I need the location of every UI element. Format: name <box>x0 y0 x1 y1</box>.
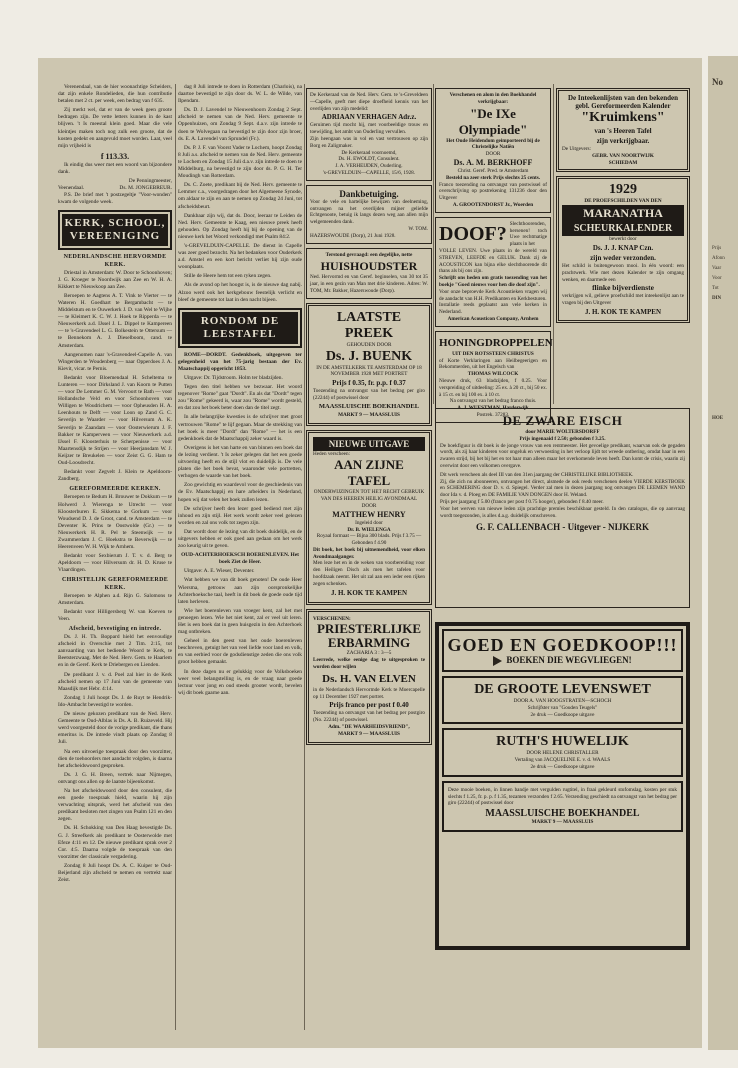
section-heading: GEREFORMEERDE KERKEN. <box>69 486 161 493</box>
ad-main-title: PRIESTERLIJKE ERBARMING <box>316 621 422 651</box>
ad-address: MARKT 9 — MAASSLUIS <box>338 730 400 737</box>
signature-name: Ds. M. JONGEBREUR. <box>119 185 172 192</box>
ad-shop: American Acousticon Company, Arnhem <box>447 315 539 322</box>
notice-text: Zijn heengaan was in vol en vast vertrouwen op zijn Borg en Zaligmaker. <box>310 135 428 149</box>
notice-signature: J. A. VERHEIJDEN, Ouderling. <box>335 163 403 170</box>
notice-place: 's-GREVELDUIN—CAPELLE, 15/6, 1928. <box>322 169 416 176</box>
section-banner <box>58 210 172 250</box>
edge-heading: No <box>712 77 723 87</box>
ad-lead: Verschenen en alom in den Boekhandel verkrijgbaar: <box>449 92 537 105</box>
paragraph: Na het afscheidswoord door den consulent, die een goede toespraak hield, waarin hij zijn verwachting uitsprak, werd het afscheid van den predikant besloten met zingen van Psalm 121 en den zegen. <box>58 787 172 823</box>
signature-role: De Penningmeester, <box>128 178 172 185</box>
paragraph: Wat hebben we van dit boek genoten! De oude Heer Wiersma, getrouw aan zijn oorspronkelijke Achterhoeksche taal, heeft in dit boek de goede oude tijd laten herleven. <box>178 577 302 605</box>
notice-place: HAZERSWOUDE (Dorp), 21 Juni 1928. <box>310 232 396 239</box>
ad-title: HONINGDROPPELEN <box>439 336 553 349</box>
notice-signature: W. TOM. <box>408 225 428 232</box>
notice-text: Geruimen tijd mocht hij, met voorbeeldige trouw en toewijding, het ambt van Ouderling vervullen. <box>310 122 428 136</box>
ad-sub: Het Oude Heidendom geimporteerd bij de Christelijke Natiën <box>446 137 540 151</box>
ad-text: Leerrede, welke eenige dag te uitgesproken te worden door wijlen <box>313 657 425 671</box>
ad-main-title: MARANATHA <box>562 205 684 221</box>
ad-title: LAATSTE PREEK <box>336 309 402 341</box>
ad-intro: Ingeleid door <box>355 519 383 526</box>
paragraph: Zij merkt wel, dat er van de week geen groote bedragen zijn. De vette letters kunnen in de kast blijven. 't Is meestal klein goed. Maar die vele kleintjes maken toch nog zulk een groote, dat de kosten gedekt en aangevuld moet worden. Laat, veel mijn vrijheid is <box>58 107 172 149</box>
ad-side-text: Slechthoorenden, hersenen! toch Uwe rechtmatige plaats in het <box>509 220 547 248</box>
column-rule <box>304 84 305 1030</box>
notice-text: De Kerkeraad voornoemd, <box>341 149 397 156</box>
ad-title: De Inteekenlijsten van den bekenden gebl. Gereformeerden Kalender <box>567 94 679 110</box>
paragraph: Overigens is het van harte en van binnen een boek dat de lezing verdient. 't Is zeker gelegen dat het een goede uitvoering heeft en de stijl vlot en duidelijk is. De vele platen die het boek bevat, waaronder vele portretten, verhogen de waarde van het boek. <box>178 444 302 480</box>
ad-door: DOOR <box>361 502 377 509</box>
column-4 <box>435 84 553 418</box>
arrow-icon <box>493 656 502 666</box>
ad-name: Ds. H. VAN ELVEN <box>322 672 416 685</box>
paragraph: Geheel in den geest van het oude boerenleven beschreven, getuigt het van veel liefde voor land en volk, en van eerbied voor de godsdienstige zeden die ons volk groot hebben gemaakt. <box>178 638 302 666</box>
paragraph: De nieuw gekozen predikant van de Ned. Herv. Gemeente te Oud-Alblas is Ds. A. B. Ruizeveld. Hij werd voorgesteld door de vorige predikant, die thans emeritus is. De intrede vindt plaats op Zondag 8 Juli. <box>58 711 172 746</box>
paragraph: Ds. H. Schokking van Den Haag bevestigde Ds. G. J. Streefkerk als predikant te Oosterwolde met Efeze 4:11 en 12. De nieuwe predikant sprak over 2 Cor. 4:5. Daarna volgde de toespraak van den voorzitter der classicale vergadering. <box>58 825 172 860</box>
paragraph: Ds. J. H. Th. Boppard hield het eenvoudige afscheid in Overschie met 2 Tim. 2:15, tot aanvaarding van het bediende Woord te Kerk, te Beetsterzwaag. Met de Ned. Herv. Gem. te Haarlem en in de Geref. Kerk te Driebergen en Lienden. <box>58 634 172 669</box>
paragraph: In deze dagen nu er gelukkig voor de Volksboeken weer veel belangstelling is, en de vraag naar goede lectuur voor jong en oud steeds grooter wordt, bevelen wij dit boek gaarne aan. <box>178 668 302 696</box>
ad-address: MARKT 9 — MAASSLUIS <box>338 411 400 418</box>
ad-lead: VERSCHENEN: <box>313 615 351 622</box>
ad-text: verkrijgen wil, gelieve proefschild met inteekenlijst aan te vragen bij den Uitgever <box>562 293 684 307</box>
ad-lead: Terstond gevraagd: een degelijke, nette <box>325 251 413 258</box>
olympiade-ad <box>435 88 551 213</box>
ad-shop: Adm. "DE WAARHEIDSVRIEND", <box>328 724 410 731</box>
section-heading: Afscheid, bevestiging en intrede. <box>68 626 162 632</box>
ad-ref: ZACHARIA 3 : 3—5 <box>346 650 392 657</box>
paragraph: Bedankt voor Sexbierum J. T. v. d. Berg te Apeldoorn — voor Hilversum dr. H. D. Kruse te Vlaardingen. <box>58 553 172 574</box>
ad-text: Deze mooie boeken, in linnen bandje met vergulden rugtitel, in fraai gekleurd stofomslag, kosten per stuk slechts f 1.25, fr. p. p. f 1.35, tezamen verzonden f 2.65. Verzending geschiedt na ontvangst van het bedrag per giro (22244) of postwissel door <box>448 786 677 807</box>
ad-text: in de Nederlandsch Hervormde Kerk te Moercapelle op 11 December 1927 met portret. <box>313 686 425 700</box>
ad-main-title: AAN ZIJNE TAFEL <box>334 457 404 489</box>
ad-sub: BOEKEN DIE WEGVLIEGEN! <box>506 655 632 665</box>
ad-shop: A. GROOTENDORST Jr., Woerden <box>452 201 534 208</box>
book-author-note: Schrijfster van "Gouden Teugels" <box>527 704 598 711</box>
notice-text: Voor de vele en hartelijke bewijzen van deelneming, ontvangen na het overlijden mijner geliefde Echtgenoote, betuig ik langs dezen weg aan allen mijn welgemeenden dank. <box>310 198 428 226</box>
ad-price: Prijs ingenaaid f 2.50; gebonden f 3.25. <box>519 435 606 442</box>
ad-shop: MAASSLUISCHE BOEKHANDEL <box>318 402 420 410</box>
book-panel <box>442 728 683 776</box>
new-edition-ad <box>306 430 432 605</box>
column-rule <box>553 84 554 404</box>
ad-text: VOLLE LEVEN. Uwe plaats in de wereld van STREVEN, LEEFDE en GELUK. Dank zij de ACOUSTICON kan bijna elke slechthoorende dit thans als bij ons zijn. <box>439 247 547 275</box>
paragraph: Stille de Heere hem tot een ryken zegen. <box>184 273 272 280</box>
section-banner-title: KERK, SCHOOL, VEREENIGING <box>62 214 168 246</box>
zware-eisch-ad <box>435 408 690 608</box>
paragraph: dag 8 Juli intrede te doen in Rotterdam (Charlois), na daartoe bevestigd te zijn door ds. W. L. de Wilde, van Ilpendam. <box>178 84 302 105</box>
ad-text: Zij, die zich nu abonneeren, ontvangen het direct, alsmede de ook reeds verschenen deelen VIERDE KERSTBOEK en SCHEMERING door D. v. d. Spiegel. Verder zal men in dezen jaargang nog ontvangen DE LEEMEN WAND door Ida v. d. Ploeg en DE FAMILIE VAN DONGEN door H. Weland. <box>440 478 685 499</box>
book-title: DE GROOTE LEVENSWET <box>474 681 651 697</box>
edge-text: Afonn <box>712 256 725 261</box>
book-edition: 2e druk — Goedkoope uitgave <box>530 711 595 718</box>
thanks-notice <box>306 185 432 244</box>
ad-door: door MARIE WOLTERSDORFF <box>525 429 600 435</box>
ad-price: Prijs f 0.35, fr. p.p. f 0.37 <box>332 379 406 388</box>
paragraph: Ds. D. J. Lavendel te Nieuwenhoorn Zondag 2 Sept. afscheid te nemen van de Ned. Herv. gemeente te Oppenhuizen, om Zondag 9 Sept. d.a.v. zijn intrede te doen te Wolvegaan na bevestigd te zijn door zijn broer, ds. E. A. Lavendel van Sprundel (Fr.). <box>178 107 302 142</box>
sermon-ad <box>306 303 432 426</box>
ad-name: Ds. A. M. BERKHOFF <box>453 157 533 167</box>
book-panel <box>442 676 683 724</box>
ad-title: DOOF? <box>439 223 507 246</box>
ad-main-title: "Kruimkens" <box>581 110 665 125</box>
ad-name: Ds. J. J. KNAP Czn. <box>592 243 654 252</box>
adjacent-page-edge <box>708 56 738 1050</box>
ad-lead: DE PROEFSCHILDEN VAN DEN <box>584 198 662 205</box>
ad-shop: A. J. WUESTMAN, Harderwijk <box>457 405 529 412</box>
book-heading: OUD-ACHTERHOEKSCH BOERENLEVEN. Het boek Ziet de Heer. <box>181 552 299 566</box>
ad-text: of Korte Verklaringen aan Heilbegeerigen en Bekommerden, uit het Engelsch van <box>439 357 547 371</box>
book-publisher: Uitgave: Dr. Tijdstroom. Holm ter bladzijden. <box>184 375 283 381</box>
ad-title: HUISHOUDSTER <box>320 259 418 274</box>
book-heading: ROME—DORDT. Gedenkboek, uitgegeven ter gelegenheid van het 75-jarig bestaan der Ev. Maatschappij opgericht 1853. <box>178 351 302 372</box>
ad-sub: van 's Heeren Tafel <box>594 127 652 135</box>
paragraph: Beroepen te Alphen a.d. Rijn G. Salomons te Amsterdam. <box>58 592 172 606</box>
ad-sub: UIT DEN ROTSSTEEN CHRISTUS <box>452 350 534 357</box>
notice-title: Dankbetuiging. <box>339 188 399 199</box>
ad-text: Voor het werven van nieuwe leden zijn prachtige premies beschikbaar gesteld. In den catalogus, die op aanvraag wordt toegezonden, is alles d.a.g. duidelijk omschreven. <box>440 505 685 519</box>
ad-avail: zijn weder verzonden. <box>590 253 656 262</box>
ad-sub: GEHOUDEN DOOR <box>346 341 392 348</box>
ad-sub-row <box>446 655 679 666</box>
notice-name: ADRIAAN VERHAGEN Adr.z. <box>321 113 417 122</box>
ad-text: Schrijft ons heden om gratis toezending van het boekje "Goed nieuws voor hen die doof zijn". <box>439 275 547 288</box>
paragraph: Driestal in Amsterdam: W. Door te Schoonhoven; J. G. Kroeger te Noordwijk aan Zee en W. H. A. Kikkert te Nieuwkoop aan Zee. <box>58 269 172 290</box>
paragraph: Ik eindig dus weer met een woord van bijzondere dank. <box>58 161 172 175</box>
book-edition: 2e druk — Goedkoope uitgave <box>530 763 595 770</box>
book-title: RUTH'S HUWELIJK <box>496 734 629 750</box>
book-publisher: Uitgave: A. E. Wieser, Deventer. <box>184 568 255 575</box>
ad-text: De boekfiguur is dit boek is de jonge vrouw van een rentmeester. Het gevoelige predikant, waarvan ook de gegaden wordt, als zij haar kinderen voor ongeluk en verwoesting in het verloop lijdt tot wreede ontbering, omdat haar in een zwaren strijd, bij het bij het en tot haar man alleen maar het overkomende leven heeft. Dan komt de crisis, waarin zij overwint door een volkomen overgave. <box>440 442 685 469</box>
order-panel <box>442 781 683 832</box>
sermon-ad-2 <box>306 609 432 745</box>
ad-title: GOED EN GOEDKOOP!!! <box>447 635 678 655</box>
ad-shop: J. H. KOK TE KAMPEN <box>584 307 662 316</box>
ad-door: DOOR <box>485 151 501 158</box>
paragraph: Dankbaar zijn wij, dat ds. Door, leeraar te Leiden de Ned. Herv. Gemeente te Kaag, een nieuwe preek heeft gehouden. Op Zondag heeft hij bij de opening van de nieuwe kerk het Woord verkondigd met Psalm 84:2. <box>178 212 302 240</box>
postscript: P.S. De brief met 't postzegeltje "Voor-wonden" kwam de volgende week. <box>58 192 172 206</box>
edge-text: DIN <box>712 296 722 301</box>
edge-text: Prijs <box>712 246 722 251</box>
ad-name: MATTHEW HENRY <box>332 509 406 519</box>
book-translator: Vertaling van JACQUELINE E. v. d. WAALS <box>514 757 611 764</box>
paragraph: Bedankt voor Hilligersberg W. van Koeven te Veen. <box>58 608 172 622</box>
ad-text: Het schild is buitengewoon mooi. In één woord: een prachtwerk. Wie met dezen Kalender te zijn omgang wenken, en daarmede een <box>562 262 684 283</box>
ad-text: Na ontvangst van het bedrag franco thuis. <box>449 398 537 405</box>
ad-text: Men leze het en in de weken van voorbereiding voor den Heiligen Disch als men het tafelen voor hoofdzaak neemt. Het uit zal aan een ieder een rijken zegen schenken. <box>313 560 425 587</box>
ad-band: flinke bijverdienste <box>592 283 654 293</box>
paragraph: Beroepen te Bedum H. Brouwer te Dokkum — te Holwerd J. Wierenga te Utrecht — voor Kloosterburen E. Sikkema te Gorkum — voor Woudsend D. J. de Groot, cand. te Amsterdam — te Deventer K. Prins te Oostwolde (Gr.) — te Nieuwerkerk H. R. Pel te Steenwijk — te Zwammerdam J. C. Hoekstra te Beverwijk — te Heerenveen W. H. Wijk te Arnhem. <box>58 494 172 551</box>
paragraph: Zoo gewichtig en waardevol voor de geschiedenis van de Ev. Maatschappij en hare arbeiders in Nederland, hopen wij dat velen het boek zullen lezen. <box>178 482 302 503</box>
paragraph: Bedankt voor Zegvelt J. Klein te Apeldoorn-Zandberg. <box>58 469 172 483</box>
paragraph: In alle belangrijke kwesties is de schrijver met groot vertrouwen "Rome" te lijf gegaan. Maar de strekking van het boek is meer "Dordt" dan "Rome" — het is een gedenkboek dat de Maatschappij zeker waard is. <box>178 414 302 442</box>
ad-sub: zijn verkrijgbaar. <box>596 137 650 145</box>
ad-title: DE ZWARE EISCH <box>502 413 623 428</box>
section-heading: CHRISTELIJK GEREFORMEERDE KERK. <box>61 577 169 591</box>
ad-sub: Heden verscheen: <box>313 450 351 457</box>
paragraph: Ds. C. Zoete, predikant bij de Ned. Herv. gemeente te Lemmer c.a., voorgedragen door het Algemeene Synode, om aldaar te zijn en aan te nemen op Zondag 24 Juni, tot afscheidsbeurt. <box>178 182 302 210</box>
ad-name: Dr. B. WIELENGA <box>347 526 391 533</box>
column-3 <box>306 84 432 1030</box>
ad-banner <box>442 629 683 672</box>
paragraph: Tegen den titel hebben we bezwaar. Het woord tegenover "Rome" gaat "Dordt". En als dat "Dordt" tegen zou "Rome" gekeerd is, waar zou "Rome" wordt gesteld, en dat zou het boek beter doen dan de titel zegt. <box>178 384 302 412</box>
paragraph: Beroepen te Aagtens A. T. Vink te Vierter — te Wateren H. Goedhart te Bergambacht — te Middelstum en te Ouwerkerk J. D. van Wel te Wijhe — te Kleimert K. C. W. J. Hoek te Ripperda — te Nieuwerkerk a.d. IJssel J. L. Dippel te Kampereen — te 's-Gravendeel L. G. Bolkestein te Ottersum — te Bennekom A. J. Dieselboom, cand. te Amsterdam. <box>58 292 172 349</box>
column-5 <box>556 84 690 404</box>
edge-text: HOE <box>712 416 724 421</box>
ad-giro: Postrek. 37283. <box>476 411 510 418</box>
ad-text: Voor onze beproevde Kerk Acoustieken vragen wij de aandacht van H.H. Predikanten en Kerkbesturen. <box>439 288 547 302</box>
column-1 <box>58 84 172 1030</box>
book-author: DOOR HELENE CHRISTALLER <box>526 750 599 757</box>
ad-text: Toezending na ontvangst van het bedrag per giro (22244) of postwissel door <box>313 388 425 401</box>
edge-text: Vaar <box>712 266 722 271</box>
ad-text: ONDERWIJZINGEN TOT HET RECHT GEBRUIK VAN DES HEEREN HEILIG AVONDMAAL <box>313 489 425 503</box>
ad-city: SCHIEDAM <box>608 159 638 166</box>
ad-text: Installatie reeds geplaatst aan vele kerken in Nederland. <box>439 302 547 316</box>
paragraph: De schrijver heeft den lezer goed bediend met zijn inhoud en zijn stijl. Het werk wordt zeker veel gelezen worden en zal ons volk tot zegen zijn. <box>178 505 302 526</box>
ad-main-title: SCHEURKALENDER <box>562 221 684 236</box>
ad-text: Ned. Hervormd en van Geref. beginselen, van 30 tot 35 jaar, in een gezin van Man met drie kinderen. Adres: W. TOM, Mr. Bakker, Hazerswoude (Dorp). <box>310 274 428 294</box>
ad-main-title: "De IXe Olympiade" <box>458 105 528 137</box>
ad-text: Nieuwe druk, 63 bladzijden, f 0.25. Voor verspreiding of uitdeeling: 25 ex. à 20 ct., bij 50 ex. à 15 ct. en bij 100 ex. à 10 ct. <box>439 377 547 398</box>
paragraph: Verenendaal, van de hier woonachtige Scheiders, dat zijn enkele Rondelieden, die hun contributie betalen met 2 ct. per week, een bedrag van f 635. <box>58 84 172 105</box>
ad-text: Dit werk verscheen als deel III van den 31en jaargang der CHRISTELIJKE BIBLIOTHEEK. <box>440 471 634 478</box>
goed-en-goedkoop-ad <box>435 622 690 950</box>
section-banner <box>178 308 302 348</box>
book-author: DOOR A. VAN HOOGSTRATEN—SCHOCH <box>513 697 612 704</box>
ad-shop: J. H. KOK TE KAMPEN <box>330 588 408 597</box>
paragraph: Zondag 8 Juli hoopt Ds. A. C. Kuiper te Oud-Beijerland zijn afscheid te nemen en vertrekt naar Zeist. <box>58 862 172 884</box>
paragraph: Wie het boerenleven van vroeger kent, zal het met genoegen lezen. Wie het niet kent, zal er veel uit leren. Het is een boek dat in geen huisgezin in den Achterhoek mag ontbreken. <box>178 607 302 636</box>
paragraph: Na een uitvoerige toespraak door den voorzitter, dien de toehoorders met aandacht volgden, is daarna het afscheidswoord gesproken. <box>58 748 172 769</box>
doof-ad <box>435 217 551 327</box>
paragraph: Zondag 1 Juli hoopt Ds. J. de Ruyt te Hendrik-Ido-Ambacht bevestigd te worden. <box>58 694 172 708</box>
ad-text: Toezending na ontvangst van het bedrag per postgiro (No. 22244) of postwissel. <box>313 710 425 724</box>
paragraph: Als de avond op het hoogst is, is de nieuwe dag nabij. Alzoo werd ook het kerkgebouw feestelijk verlicht en bleef de gemeente tot laat in den nacht bijeen. <box>178 282 302 303</box>
kruimkens-ad <box>556 88 690 172</box>
ad-role: Christ. Geref. Pred. te Amsterdam <box>457 167 529 174</box>
column-rule <box>433 84 434 404</box>
ad-text: IN DE AMSTELKERK TE AMSTERDAM OP 18 NOVEMBER 1928 MET PORTRET <box>316 364 422 378</box>
paragraph: Ds. J. G. H. Breen, vertrek naar Nijmegen, ontvangt ons allen op de laatste bijeenkomst. <box>58 771 172 785</box>
ad-price: Prijs franco per post f 0.40 <box>329 701 409 710</box>
edge-text: Tot <box>712 286 719 291</box>
ad-name: Ds. J. BUENK <box>325 348 413 364</box>
ad-price: Besteld na zeer sterk Prijs slechts 25 cents. <box>445 174 541 181</box>
paragraph: 's-GREVELDUIN-CAPELLE. De dienst in Capelle was zeer goed bezocht. Na het bedanken voor Ouderkerk a.d. Amstel en een kort bericht verliet hij zijn oude woonplaats. <box>178 242 302 271</box>
amount: f 113.33. <box>100 151 130 161</box>
ad-shop-lead: De Uitgevers: <box>562 146 591 152</box>
ad-text: Prijs per jaargang f 5.00 (franco per post f 0.75 hooger), gebonden f 8.40 meer. <box>440 498 604 505</box>
ad-text: Dit boek, het boek bij uitnemendheid, voor elken Avondmaalganger. <box>313 546 425 560</box>
ad-text: Franco toezending na ontvangst van postwissel of overschrijving op postrekening 131236 door den Uitgever <box>439 181 547 202</box>
ad-shop: GEBR. VAN NOORTWIJK <box>592 152 654 159</box>
paragraph: Dat wordt door de lezing van dit boek duidelijk, en de uitgevers hebben er ook goed aan gedaan om het werk zoo keurig uit te geven. <box>178 528 302 550</box>
job-ad <box>306 248 432 299</box>
place: Veenendaal. <box>58 185 85 192</box>
column-rule <box>175 84 176 1030</box>
paragraph: Bedankt voor Bloemendaal H. Scheltema te Lunteren — voor Dirksland J. van Koorn te Putten — voor De Lemmer G. M. Vervoort te Bath — voor Hollandsche Veld en voor Schoonhoven van Willigen te Woudrichem — voor Opheusden H. A. Leenhouts te Delft — voor Loon op Zand G. C. Severijn te Waarder — voor Hilversum A. K. Severijn te Zaandam — voor Oosterwierum J. F. Bakker te Kamperveen — voor Nieuwerkerk a.d. IJssel F. Kloosterhuis te Scherpenisse — voor Maartensdijk te Strijen — voor Heerjansdam W. J. Keijzer te Breukelen — voor Zeist G. G. Ham te Oud-Loosdrecht. <box>58 374 172 467</box>
section-heading: NEDERLANDSCHE HERVORMDE KERK. <box>63 254 167 268</box>
paragraph: Ds. P. J. F. van Voorst Vader te Lochem, hoopt Zondag 8 Juli a.s. afscheid te nemen van de Ned. Herv. gemeente te Lochem en Zondag 15 Juli d.a.v. zijn intrede te doen te Middelburg, na bevestigd te zijn door ds. P. G. H. Ter Moudingh van Rotterdam. <box>178 144 302 180</box>
notice-text: De Kerkeraad van de Ned. Herv. Gem. te 's-Greveldeen—Capelle, geeft met diepe droefheid kennis van het overlijden van zijn medelid: <box>310 92 428 112</box>
ad-year: 1929 <box>609 182 637 198</box>
death-notice <box>306 88 432 181</box>
ad-title: NIEUWE UITGAVE <box>313 437 425 451</box>
section-banner-title: RONDOM DE LEESTAFEL <box>182 312 298 344</box>
maranatha-ad <box>556 176 690 323</box>
ad-price: Royaal formaat — Bijna 300 blads. Prijs f 3.75 — Gebonden f 4.90 <box>316 533 422 547</box>
notice-signature: Ds. H. EWOLDT, Consulent. <box>338 156 400 163</box>
ad-door: bewerkt door <box>609 236 637 243</box>
column-2 <box>178 84 302 1030</box>
paragraph: De predikant J. v. d. Poel zal hier in de Kerk afscheid nemen op 17 Juni van de gemeente van Maasdijk met Hebr. 4:14. <box>58 671 172 692</box>
ad-shop: G. F. CALLENBACH - Uitgever - NIJKERK <box>476 522 649 533</box>
ad-address: MARKT 9 — MAASSLUIS <box>531 819 594 826</box>
edge-text: Voor <box>712 276 722 281</box>
ad-shop: MAASSLUISCHE BOEKHANDEL <box>485 808 640 820</box>
ad-name: THOMAS WILCOCK <box>467 371 519 378</box>
paragraph: Aangenomen naar 's-Gravendeel-Capelle A. van Wingerden te Woudenberg — naar Opperdoes J. A. Kievit, vicar. te Pernis. <box>58 351 172 372</box>
